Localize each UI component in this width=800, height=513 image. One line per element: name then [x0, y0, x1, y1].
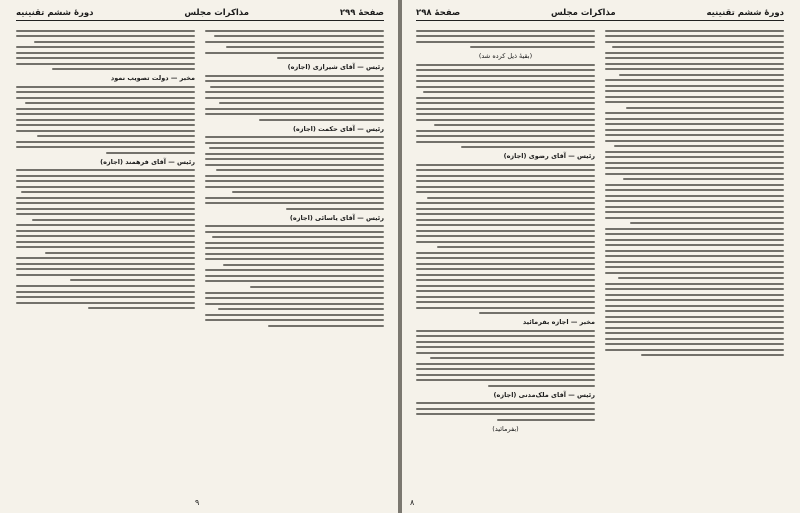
right-page-column-right	[605, 26, 784, 496]
text-block	[416, 64, 595, 149]
speaker-label: رئیس — آقای رضوی (اجازه)	[503, 152, 595, 160]
speaker-label: رئیس — آقای فرهمند (اجازه)	[100, 157, 195, 166]
right-page-number: صفحهٔ ۲۹۸	[416, 8, 461, 18]
text-block	[205, 75, 384, 121]
speaker-label: مخبر — دولت تصویب نمود	[110, 74, 195, 82]
text-block	[205, 225, 384, 288]
text-block	[205, 30, 384, 60]
right-page-footer-number: ۸	[410, 498, 415, 507]
speaker-label: رئیس — آقای حکمت (اجازه)	[292, 124, 384, 133]
left-page-session: دورهٔ ششم تقنینیه	[16, 8, 94, 18]
right-page	[402, 0, 800, 513]
left-page-title: مذاکرات مجلس	[184, 8, 249, 18]
text-block	[16, 169, 195, 281]
text-block	[16, 285, 195, 309]
speaker-label: مخبر — اجازه بفرمائید	[522, 318, 595, 326]
text-block	[605, 30, 784, 357]
left-page-column-right	[205, 26, 384, 496]
text-block	[416, 330, 595, 387]
text-block	[416, 164, 595, 315]
speaker-label: رئیس — آقای شیرازی (اجازه)	[287, 63, 384, 71]
speaker-label: رئیس — آقای ملک‌مدنی (اجازه)	[493, 390, 595, 399]
text-block	[16, 30, 195, 71]
speaker-label: رئیس — آقای یاسائی (اجازه)	[289, 213, 384, 222]
text-block	[205, 292, 384, 327]
right-page-title: مذاکرات مجلس	[551, 8, 616, 18]
left-page-column-left	[16, 26, 195, 496]
text-block	[205, 136, 384, 210]
left-page-footer-number: ۹	[195, 498, 200, 507]
right-page-column-left	[416, 26, 595, 496]
right-page-session: دورهٔ ششم تقنینیه	[706, 8, 784, 18]
left-page-number: صفحهٔ ۲۹۹	[339, 8, 384, 18]
left-page-header	[16, 6, 384, 21]
left-page-columns	[16, 26, 384, 496]
text-block	[416, 402, 595, 421]
section-heading: (بفرمائید)	[492, 424, 519, 433]
section-heading: (بقیهٔ ذیل کرده شد)	[478, 52, 533, 60]
text-block	[16, 86, 195, 154]
right-page-columns	[416, 26, 784, 496]
right-page-header	[416, 6, 784, 21]
text-block	[416, 30, 595, 49]
left-page	[0, 0, 398, 513]
